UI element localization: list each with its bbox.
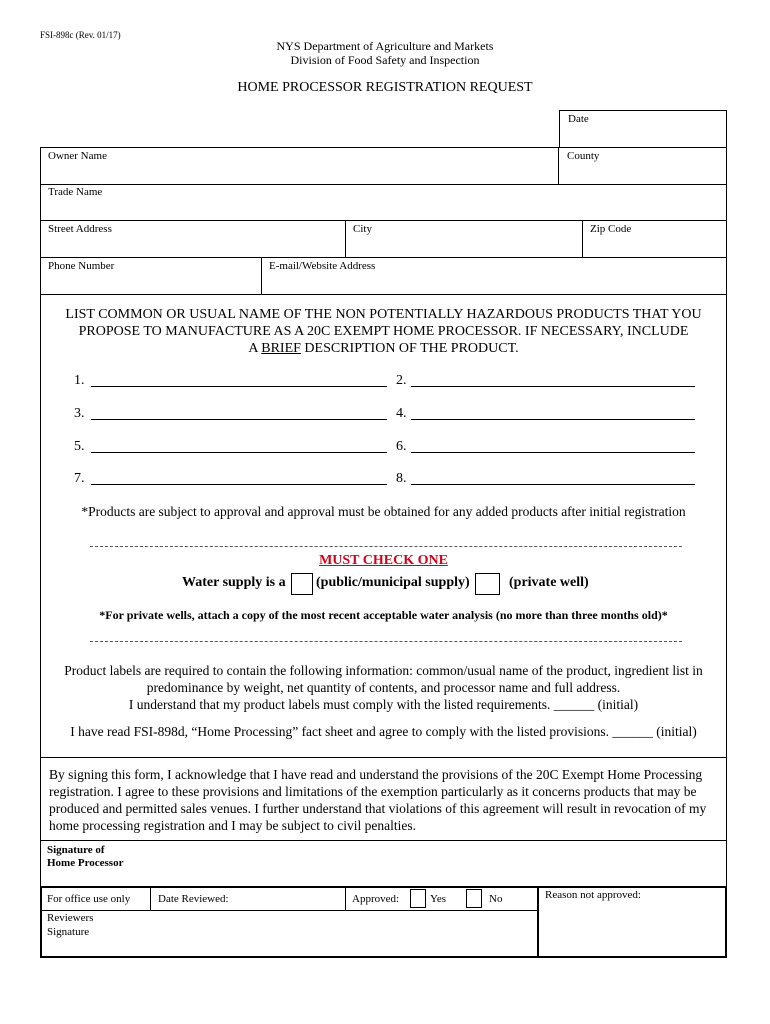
date-field[interactable] (559, 110, 727, 148)
street-address-field[interactable] (40, 220, 346, 258)
labels-line2: predominance by weight, net quantity of contents, and processor name and full address. (146, 680, 621, 695)
phone-field[interactable] (40, 257, 262, 295)
trade-name-field[interactable] (40, 184, 727, 221)
labels-line3-initial[interactable]: I understand that my product labels must comply with the listed requirements. ______ (initial) (128, 697, 639, 712)
product-line-1[interactable] (91, 386, 387, 387)
owner-name-field[interactable] (40, 147, 559, 185)
ack-line1: By signing this form, I acknowledge that I have read and understand the provisions of the 20C Exempt Home Processing (49, 767, 703, 782)
approved-label: Approved: (352, 893, 400, 905)
product-number: 7. (74, 471, 85, 486)
form-id: FSI-898c (Rev. 01/17) (40, 30, 121, 40)
phone-label: Phone Number (48, 260, 115, 272)
product-number: 4. (396, 406, 407, 421)
reviewers-signature-label-line2: Signature (47, 926, 90, 938)
private-well-label: (private well) (509, 575, 589, 590)
product-line-3[interactable] (91, 419, 387, 420)
office-col-divider (537, 886, 539, 958)
agency-line2: Division of Food Safety and Inspection (290, 53, 480, 67)
product-number: 6. (396, 439, 407, 454)
county-label: County (567, 150, 600, 162)
city-field[interactable] (345, 220, 583, 258)
signature-label-line2: Home Processor (47, 857, 124, 869)
acknowledgement-box (40, 757, 727, 841)
product-line-8[interactable] (411, 484, 695, 485)
products-instruction-line2: PROPOSE TO MANUFACTURE AS A 20C EXEMPT HOME PROCESSOR. IF NECESSARY, INCLUDE (78, 324, 689, 339)
agency-line1: NYS Department of Agriculture and Markets (276, 39, 494, 53)
public-supply-label: (public/municipal supply) (316, 575, 470, 590)
water-supply-label: Water supply is a (182, 575, 286, 590)
fact-sheet-initial[interactable]: I have read FSI-898d, “Home Processing” fact sheet and agree to comply with the listed provisions. ______ (initial) (70, 724, 697, 739)
signature-label-line1: Signature of (47, 844, 105, 856)
street-address-label: Street Address (48, 223, 112, 235)
zip-code-field[interactable] (582, 220, 727, 258)
must-check-one: MUST CHECK ONE (319, 553, 448, 568)
public-supply-checkbox[interactable] (291, 573, 313, 595)
yes-label: Yes (430, 893, 447, 905)
products-instruction-line1: LIST COMMON OR USUAL NAME OF THE NON POTENTIALLY HAZARDOUS PRODUCTS THAT YOU (65, 307, 702, 322)
approved-yes-checkbox[interactable] (410, 889, 426, 908)
product-number: 1. (74, 373, 85, 388)
trade-name-label: Trade Name (48, 186, 103, 198)
ack-line2: registration. I agree to these provisions and limitations of the exemption particularly as it concerns products that may be (49, 784, 697, 799)
product-number: 8. (396, 471, 407, 486)
signature-field[interactable] (40, 840, 727, 887)
product-number: 5. (74, 439, 85, 454)
product-line-2[interactable] (411, 386, 695, 387)
dashed-divider (90, 546, 682, 547)
product-line-6[interactable] (411, 452, 695, 453)
no-label: No (489, 893, 503, 905)
products-instruction-line3: A BRIEF DESCRIPTION OF THE PRODUCT. (248, 341, 519, 356)
page-title: HOME PROCESSOR REGISTRATION REQUEST (237, 80, 533, 95)
for-office-use-label: For office use only (47, 893, 131, 905)
dashed-divider (90, 641, 682, 642)
email-field[interactable] (261, 257, 727, 295)
ack-line4: home processing registration and I may be subject to civil penalties. (49, 818, 417, 833)
product-line-5[interactable] (91, 452, 387, 453)
date-label: Date (568, 113, 589, 125)
email-label: E-mail/Website Address (269, 260, 376, 272)
labels-line1: Product labels are required to contain the following information: common/usual name of the product, ingredient list in (64, 663, 703, 678)
reason-not-approved-label: Reason not approved: (545, 889, 641, 901)
zip-code-label: Zip Code (590, 223, 632, 235)
ack-line3: produced and permitted sales venues. I further understand that violations of this agreement will result in revocation of my (49, 801, 707, 816)
reviewers-signature-label-line1: Reviewers (47, 912, 94, 924)
products-note: *Products are subject to approval and approval must be obtained for any added products after initial registration (81, 504, 686, 519)
private-well-checkbox[interactable] (475, 573, 500, 595)
county-field[interactable] (558, 147, 727, 185)
owner-name-label: Owner Name (48, 150, 107, 162)
approved-no-checkbox[interactable] (466, 889, 482, 908)
city-label: City (353, 223, 372, 235)
brief-underlined: BRIEF (261, 341, 301, 356)
product-number: 3. (74, 406, 85, 421)
product-line-7[interactable] (91, 484, 387, 485)
date-reviewed-label: Date Reviewed: (158, 893, 229, 905)
product-number: 2. (396, 373, 407, 388)
product-line-4[interactable] (411, 419, 695, 420)
private-well-note: *For private wells, attach a copy of the most recent acceptable water analysis (no more than three months old)* (99, 608, 668, 622)
